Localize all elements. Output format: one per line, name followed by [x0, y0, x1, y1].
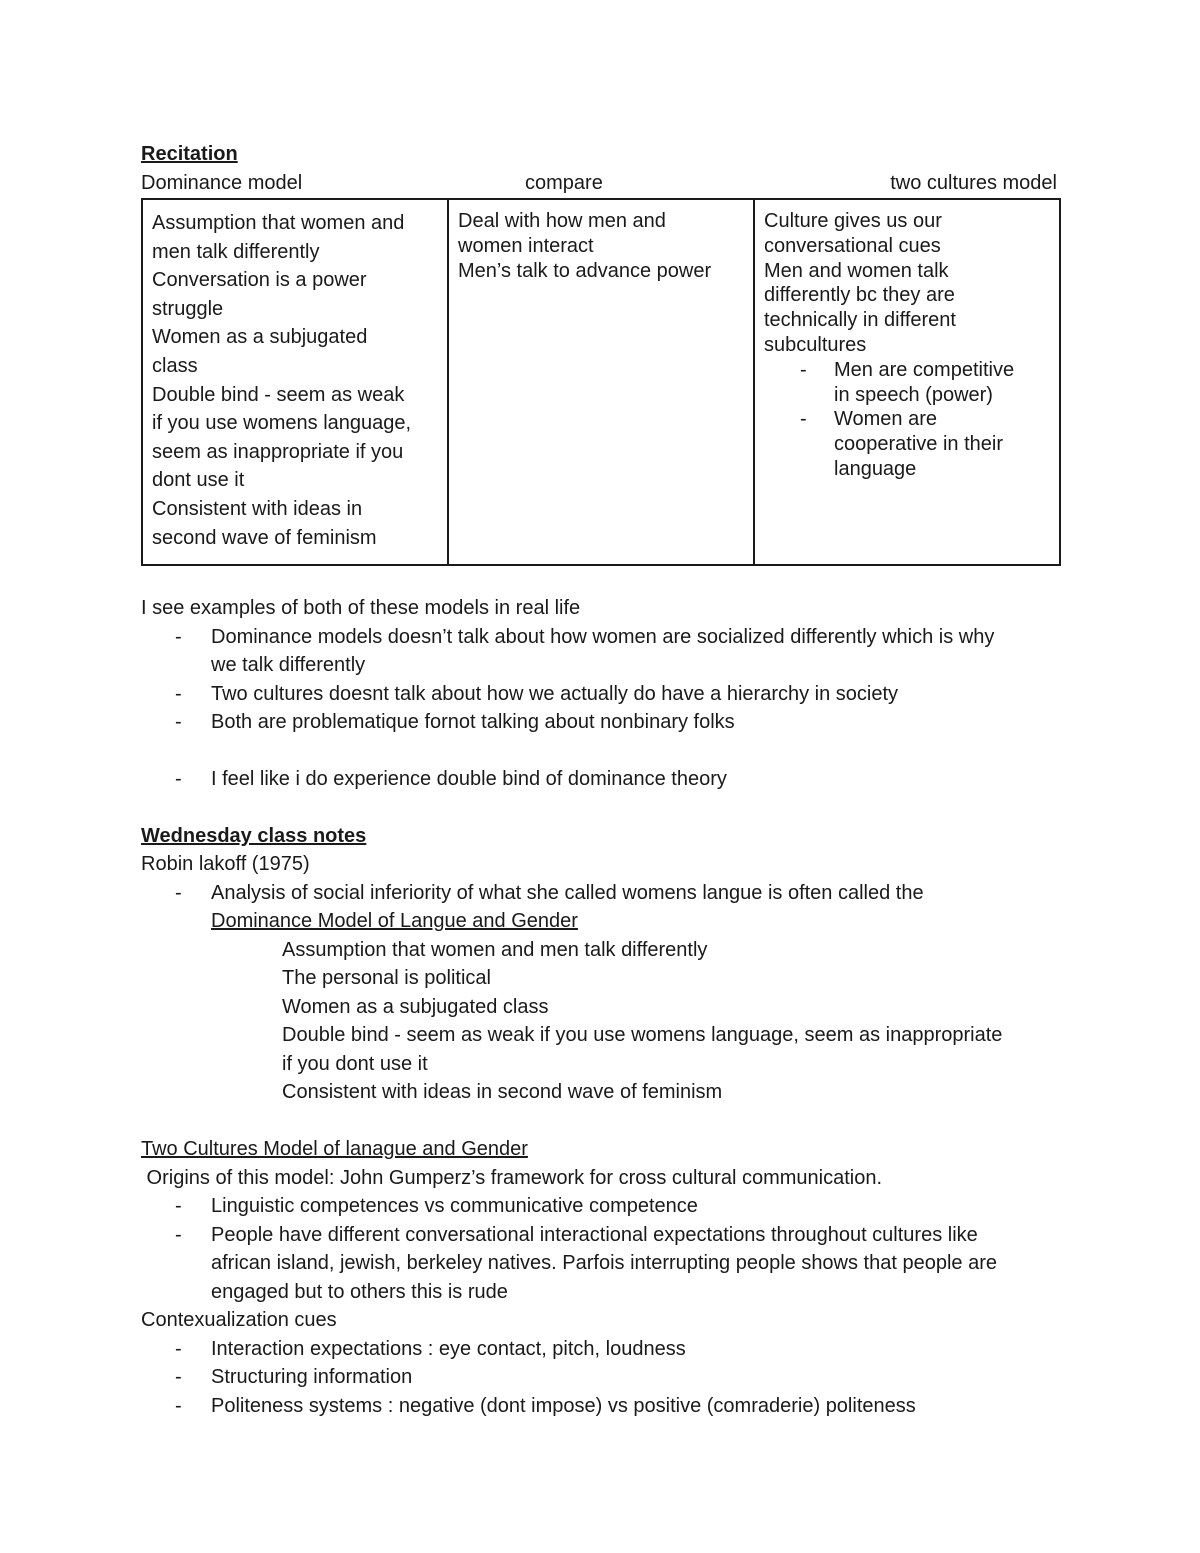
list-item	[141, 1221, 1061, 1307]
list-item-line: - Analysis of social inferiority of what she called womens langue is often called the	[211, 881, 924, 904]
compare-cell	[448, 199, 754, 565]
header-dominance: Dominance model	[141, 172, 303, 194]
two-cultures-title: Two Cultures Model of lanague and Gender	[141, 1138, 528, 1160]
list-item: - Interaction expectations : eye contact, pitch, loudness	[141, 1335, 1061, 1364]
lakoff-bullets	[141, 879, 1061, 936]
point-line: if you dont use it	[282, 1052, 428, 1075]
robin-lakoff-line: Robin lakoff (1975)	[141, 853, 310, 875]
list-item-line: - Two cultures doesnt talk about how we actually do have a hierarchy in society	[211, 682, 899, 705]
cell-line: Assumption that women and	[152, 212, 405, 234]
recitation-intro: I see examples of both of these models in real life	[141, 597, 581, 619]
cell-line: Conversation is a power	[152, 269, 367, 292]
cell-line: Culture gives us our	[764, 210, 942, 232]
cell-bullet-line: - Women are	[834, 408, 938, 431]
origins-bullets	[141, 1192, 1061, 1306]
cell-line: women interact	[458, 234, 594, 257]
list-item-line: - Dominance models doesn’t talk about how women are socialized differently which is why	[211, 625, 995, 648]
list-item: - Politeness systems : negative (dont impose) vs positive (comraderie) politeness	[141, 1392, 1061, 1421]
list-item-line: - People have different conversational interactional expectations throughout cultures like	[211, 1223, 978, 1246]
cell-line: differently bc they are	[764, 284, 955, 307]
cell-bullet-line: cooperative in their	[834, 433, 1003, 456]
cell-line: conversational cues	[764, 234, 941, 257]
point-line: Double bind - seem as weak if you use womens language, seem as inappropriate	[282, 1024, 1003, 1046]
cell-line: if you use womens language,	[152, 412, 412, 435]
cell-bullet-line: language	[834, 457, 917, 480]
cell-line: Men’s talk to advance power	[458, 259, 712, 282]
list-item-line: - Linguistic competences vs communicative competence	[211, 1195, 698, 1217]
cell-line: men talk differently	[152, 240, 320, 263]
contexualization-heading: Contexualization cues	[141, 1309, 337, 1331]
cell-line: second wave of feminism	[152, 526, 377, 549]
contexualization-bullets	[141, 1335, 1061, 1421]
dominance-model-title: Dominance Model of Langue and Gender	[211, 910, 578, 932]
list-item	[141, 708, 1061, 737]
list-item-line: engaged but to others this is rude	[211, 1280, 508, 1303]
header-compare: compare	[525, 172, 603, 194]
cell-bullet-line: - Men are competitive	[834, 358, 1015, 381]
cell-line: subcultures	[764, 333, 867, 356]
cell-line: technically in different	[764, 309, 956, 332]
two-cultures-cell	[754, 199, 1060, 565]
list-item	[141, 879, 1061, 936]
point-line: Women as a subjugated class	[282, 995, 549, 1018]
list-item: - I feel like i do experience double bind of dominance theory	[141, 765, 1061, 794]
document-page	[141, 140, 1061, 1420]
cell-line: Men and women talk	[764, 259, 949, 282]
wednesday-heading: Wednesday class notes	[141, 825, 367, 847]
list-item	[141, 1192, 1061, 1221]
point-line: Consistent with ideas in second wave of feminism	[282, 1081, 723, 1103]
cell-line: Consistent with ideas in	[152, 497, 363, 520]
list-item-line: african island, jewish, berkeley natives. Parfois interrupting people shows that people are	[211, 1252, 997, 1274]
cell-bullet	[764, 407, 1051, 481]
dominance-points	[141, 936, 1061, 1107]
origins-line: Origins of this model: John Gumperz’s framework for cross cultural communication.	[141, 1166, 883, 1189]
cell-bullet	[764, 358, 1051, 408]
point-line: Assumption that women and men talk differently	[282, 938, 708, 961]
list-item-line: - Both are problematique fornot talking about nonbinary folks	[211, 711, 735, 733]
cell-line: struggle	[152, 297, 224, 320]
recitation-heading: Recitation	[141, 143, 238, 165]
cell-bullet-line: in speech (power)	[834, 383, 993, 406]
cell-line: dont use it	[152, 469, 245, 492]
point-line: The personal is political	[282, 967, 491, 989]
cell-bullet-list	[764, 358, 1051, 482]
dominance-cell	[142, 199, 448, 565]
cell-line: seem as inappropriate if you	[152, 440, 404, 463]
comparison-table	[141, 198, 1061, 566]
cell-line: Double bind - seem as weak	[152, 383, 405, 406]
recitation-bullets	[141, 623, 1061, 737]
header-two-cultures: two cultures model	[890, 172, 1057, 194]
cell-line: Women as a subjugated	[152, 326, 368, 349]
list-item: - Structuring information	[141, 1363, 1061, 1392]
comparison-header	[141, 168, 1061, 198]
cell-line: class	[152, 354, 198, 377]
list-item	[141, 680, 1061, 709]
list-item	[141, 623, 1061, 680]
list-item-line: we talk differently	[211, 654, 366, 676]
recitation-extra-bullets	[141, 765, 1061, 794]
cell-line: Deal with how men and	[458, 210, 666, 232]
